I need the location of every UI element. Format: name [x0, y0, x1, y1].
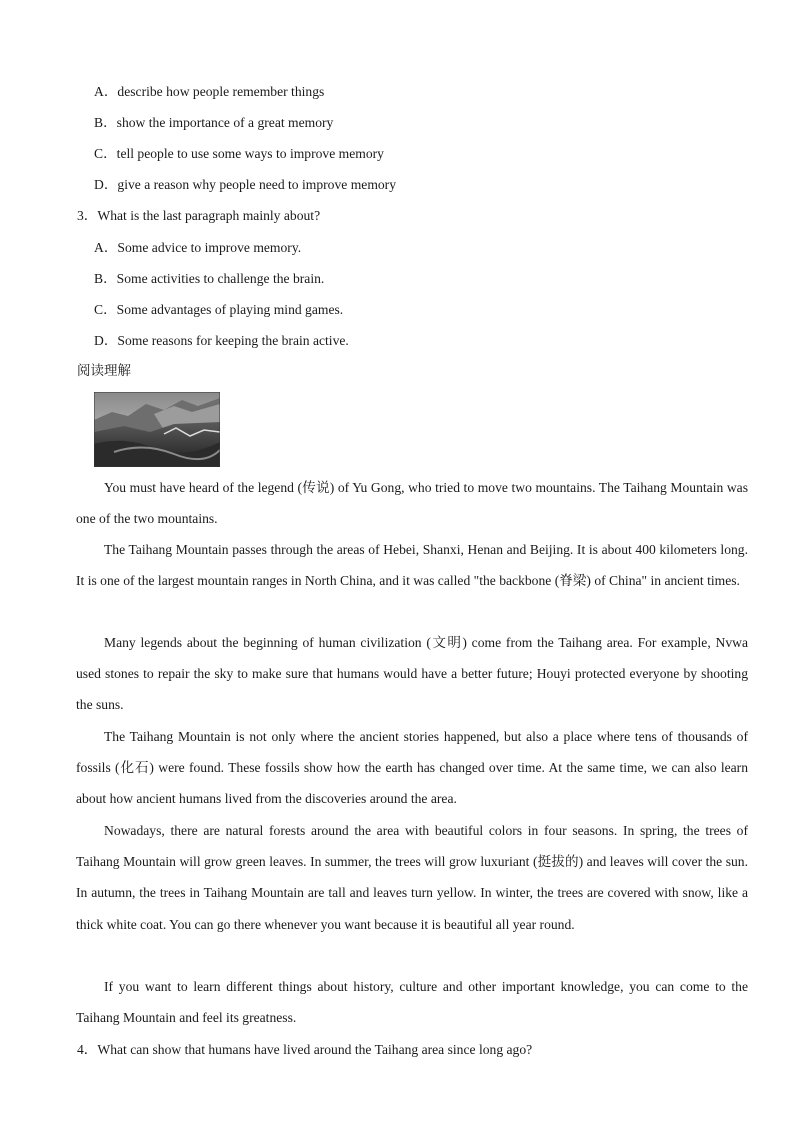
q3-option-d — [94, 332, 349, 350]
option-text: describe how people remember things — [117, 84, 325, 99]
passage-paragraph-6: If you want to learn different things about history, culture and other important knowledge, you can come to the Taihang Mountain and feel its greatness. — [76, 979, 748, 1026]
section-heading: 阅读理解 — [77, 363, 131, 379]
option-text: Some activities to challenge the brain. — [116, 271, 325, 286]
question-text: What can show that humans have lived around the Taihang area since long ago? — [97, 1042, 533, 1057]
passage-paragraph-1: You must have heard of the legend (传说) of Yu Gong, who tried to move two mountains. The Taihang Mountain was one of the two mountains. — [76, 480, 748, 527]
option-b — [94, 114, 333, 132]
question-number: 3． — [77, 208, 98, 223]
question-4 — [77, 1041, 532, 1059]
option-letter: B． — [94, 271, 117, 286]
option-text: Some reasons for keeping the brain active. — [117, 333, 349, 348]
photo-graphic — [94, 392, 220, 467]
q3-option-b — [94, 270, 324, 288]
option-letter: C． — [94, 146, 117, 161]
question-3 — [77, 207, 320, 225]
option-c — [94, 145, 384, 163]
option-letter: D． — [94, 177, 118, 192]
passage-paragraph-4: The Taihang Mountain is not only where the ancient stories happened, but also a place where tens of thousands of fossils (化石) were found. These fossils show how the earth has changed over time. At the same time, we can also learn about how ancient humans lived from the discoveries around the area. — [76, 729, 748, 807]
question-number: 4． — [77, 1042, 98, 1057]
option-text: tell people to use some ways to improve memory — [116, 146, 384, 161]
q3-option-c — [94, 301, 343, 319]
passage-paragraph-2: The Taihang Mountain passes through the areas of Hebei, Shanxi, Henan and Beijing. It is about 400 kilometers long. It is one of the largest mountain ranges in North China, and it was called "the backbone (脊梁) of China" in ancient times. — [76, 542, 748, 589]
passage-paragraph-5: Nowadays, there are natural forests around the area with beautiful colors in four seasons. In spring, the trees of Taihang Mountain will grow green leaves. In summer, the trees will grow luxuriant (挺拔的) and leaves will cover the sun. In autumn, the trees in Taihang Mountain are tall and leaves turn yellow. In winter, the trees are covered with snow, like a thick white coat. You can go there whenever you want because it is beautiful all year round. — [76, 823, 748, 932]
option-letter: D． — [94, 333, 118, 348]
option-letter: B． — [94, 115, 117, 130]
q3-option-a — [94, 239, 301, 257]
mountain-landscape-photo — [94, 392, 220, 467]
option-a — [94, 83, 324, 101]
option-letter: A． — [94, 84, 118, 99]
question-text: What is the last paragraph mainly about? — [97, 208, 321, 223]
option-text: Some advice to improve memory. — [117, 240, 302, 255]
option-text: Some advantages of playing mind games. — [116, 302, 344, 317]
option-text: give a reason why people need to improve memory — [117, 177, 397, 192]
option-text: show the importance of a great memory — [116, 115, 334, 130]
option-letter: C． — [94, 302, 117, 317]
option-letter: A． — [94, 240, 118, 255]
option-d — [94, 176, 396, 194]
passage-paragraph-3: Many legends about the beginning of human civilization (文明) come from the Taihang area. For example, Nvwa used stones to repair the sky to make sure that humans would have a better future; Houyi protected everyone by shooting the suns. — [76, 635, 748, 713]
